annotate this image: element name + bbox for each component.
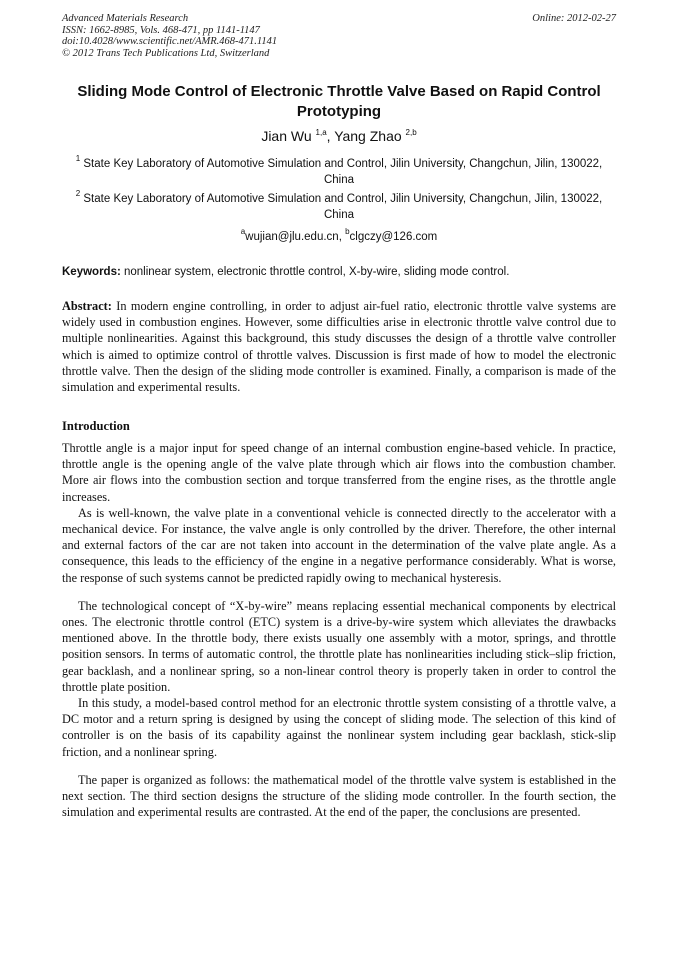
email-line: [62, 229, 616, 245]
author-name: Jian Wu: [261, 128, 312, 144]
affiliation-marker: 1: [75, 154, 81, 163]
issn-line: ISSN: 1662-8985, Vols. 468-471, pp 1141-1147: [62, 24, 260, 36]
abstract-label: Abstract:: [62, 299, 112, 313]
affiliation-marker: 2: [75, 189, 81, 198]
paragraph: The technological concept of “X-by-wire” means replacing essential mechanical components by electrical ones. The electronic throttle control (ETC) system is a drive-by-wire system which alleviates the drawbacks mentioned above. In the throttle body, there exists usually one assembly with a motor, springs, and throttle position sensors. In terms of automatic control, the throttle plate has nonlinearities including stick–slip friction, gear backlash, and a nonlinear spring, so a non-linear control theory is properly taken in order to control the throttle plate position.: [62, 598, 616, 694]
author-name: Yang Zhao: [334, 128, 402, 144]
paragraph: Throttle angle is a major input for speed change of an internal combustion engine-based vehicle. In practice, throttle angle is the opening angle of the valve plate through which air flows into the combustion chamber. More air flows into the combustion section and torque transferred from the engine rises, as the throttle angle increases.: [62, 441, 616, 504]
author-affiliation-marker: 1,a: [315, 128, 327, 137]
paragraph: As is well-known, the valve plate in a conventional vehicle is connected directly to the accelerator with a mechanical device. For instance, the valve angle is only controlled by the driver. Therefore, the other internal and external factors of the car are not taken into account in the determination of the valve plate angle. As a consequence, this leads to the efficiency of the engine in a negative performance considerably. What is worse, the response of such systems cannot be predicted rapidly owing to mechanical hysteresis.: [62, 505, 616, 585]
introduction-body: [62, 440, 616, 820]
affiliation-2: [62, 191, 616, 223]
paragraph: The paper is organized as follows: the mathematical model of the throttle valve system is established in the next section. The third section designs the structure of the sliding mode controller. In the fourth section, the simulation and experimental results are contrasted. At the end of the paper, the conclusions are presented.: [62, 772, 616, 820]
affiliation-text: State Key Laboratory of Automotive Simulation and Control, Jilin University, Changchun, Jilin, 130022, China: [83, 158, 603, 186]
keywords: [62, 264, 616, 280]
email-separator: ,: [338, 231, 346, 243]
affiliation-text: State Key Laboratory of Automotive Simulation and Control, Jilin University, Changchun, Jilin, 130022, China: [83, 193, 603, 221]
section-heading-introduction: Introduction: [62, 419, 130, 433]
abstract: [62, 298, 616, 395]
paper-title: Sliding Mode Control of Electronic Throttle Valve Based on Rapid Control Prototyping: [77, 83, 601, 120]
journal-name: Advanced Materials Research: [62, 13, 189, 24]
email-link[interactable]: wujian@jlu.edu.cn: [245, 231, 339, 243]
affiliation-1: [62, 156, 616, 188]
keywords-label: Keywords:: [62, 266, 121, 278]
copyright-line: © 2012 Trans Tech Publications Ltd, Switzerland: [62, 47, 270, 59]
email-link[interactable]: clgczy@126.com: [349, 231, 438, 243]
keywords-text: nonlinear system, electronic throttle control, X-by-wire, sliding mode control.: [120, 266, 510, 278]
doi-line: doi:10.4028/www.scientific.net/AMR.468-471.1141: [62, 36, 278, 47]
journal-header: [62, 13, 616, 59]
email-marker: b: [345, 227, 350, 236]
online-date: Online: 2012-02-27: [532, 13, 616, 24]
abstract-text: In modern engine controlling, in order to adjust air-fuel ratio, electronic throttle valve systems are widely used in combustion engines. However, some difficulties arise in electronic throttle valve control due to multiple nonlinearities. Against this background, this study discusses the design of a throttle valve controller which is aimed to optimize control of throttle valves. Discussion is first made of how to model the electronic throttle valve. Then the design of the sliding mode controller is examined. Finally, a comparison is made of the simulation and experimental results.: [62, 299, 616, 395]
author-affiliation-marker: 2,b: [405, 128, 417, 137]
paragraph-gap: [62, 760, 616, 772]
paragraph: In this study, a model-based control method for an electronic throttle system consisting of a throttle valve, a DC motor and a return spring is designed by using the concept of sliding mode. The selection of this kind of controller is on the basis of its capability against the nonlinear system including gear backlash, stick-slip friction, and a nonlinear spring.: [62, 696, 616, 759]
email-marker: a: [240, 227, 246, 236]
author-list: [62, 127, 616, 145]
paragraph-gap: [62, 586, 616, 598]
author-separator: ,: [326, 128, 335, 144]
